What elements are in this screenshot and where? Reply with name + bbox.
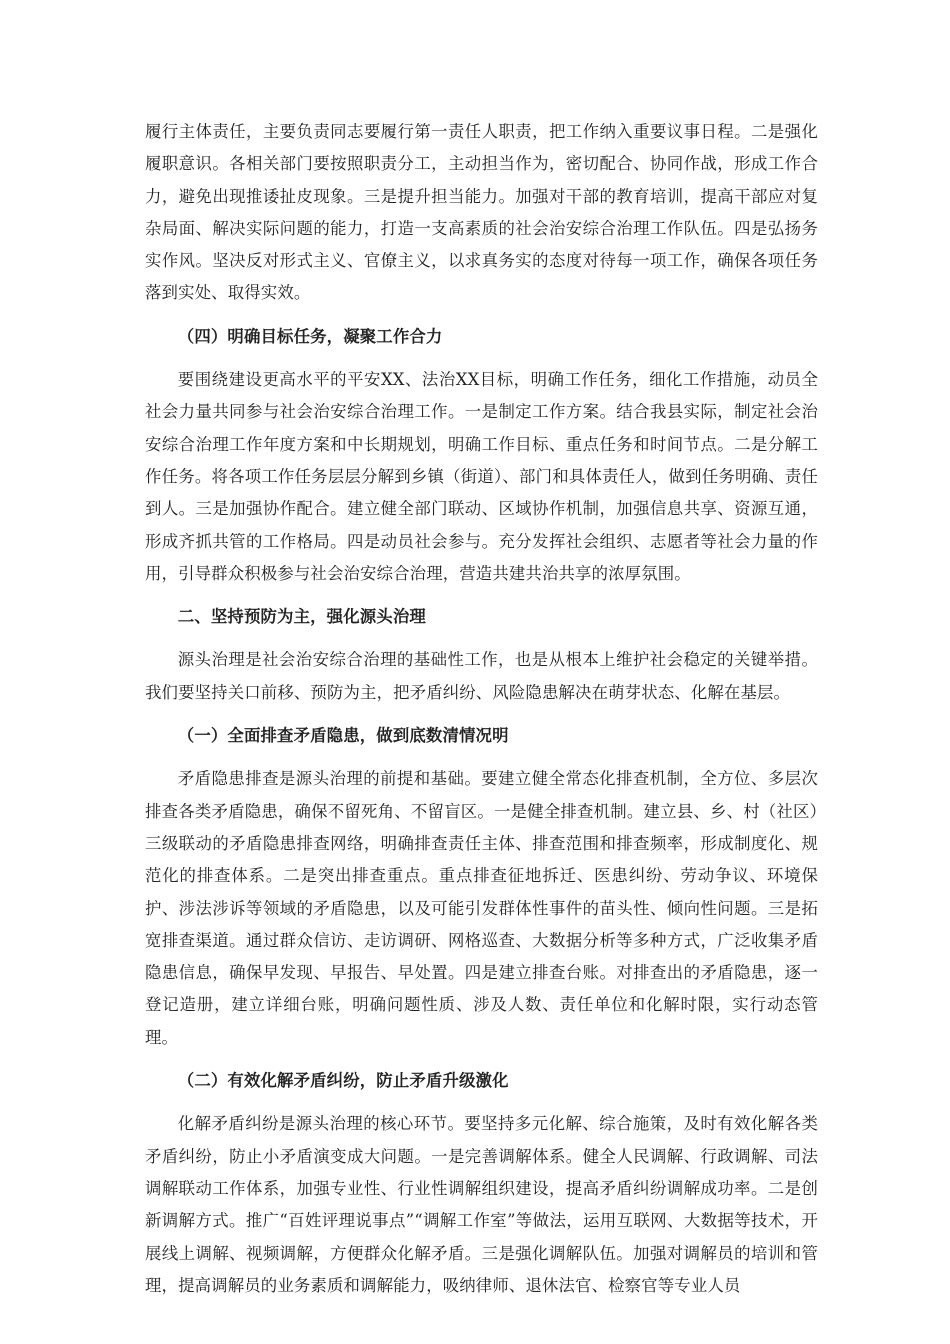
paragraph-investigation: 矛盾隐患排查是源头治理的前提和基础。要建立健全常态化排查机制，全方位、多层次排查各类矛盾隐患，确保不留死角、不留盲区。一是健全排查机制。建立县、乡、村（社区）三级联动的矛盾隐患排查网络，明确排查责任主体、排查范围和排查频率，形成制度化、规范化的排查体系。二是突出排查重点。重点排查征地拆迁、医患纠纷、劳动争议、环境保护、涉法涉诉等领域的矛盾隐患，以及可能引发群体性事件的苗头性、倾向性问题。三是拓宽排查渠道。通过群众信访、走访调研、网格巡查、大数据分析等多种方式，广泛收集矛盾隐患信息，确保早发现、早报告、早处置。四是建立排查台账。对排查出的矛盾隐患，逐一登记造册，建立详细台账，明确问题性质、涉及人数、责任单位和化解时限，实行动态管理。 bbox=[145, 769, 818, 1047]
paragraph-mediation: 化解矛盾纠纷是源头治理的核心环节。要坚持多元化解、综合施策，及时有效化解各类矛盾纠纷，防止小矛盾演变成大问题。一是完善调解体系。健全人民调解、行政调解、司法调解联动工作体系，加强专业性、行业性调解组织建设，提高矛盾纠纷调解成功率。二是创新调解方式。推广“百姓评理说事点”“调解工作室”等做法，运用互联网、大数据等技术，开展线上调解、视频调解，方便群众化解矛盾。三是强化调解队伍。加强对调解员的培训和管理，提高调解员的业务素质和调解能力，吸纳律师、退休法官、检察官等专业人员 bbox=[145, 1114, 818, 1295]
paragraph-source-governance: 源头治理是社会治安综合治理的基础性工作，也是从根本上维护社会稳定的关键举措。我们要坚持关口前移、预防为主，把矛盾纠纷、风险隐患解决在萌芽状态、化解在基层。 bbox=[145, 650, 818, 702]
heading-part-2: 二、坚持预防为主，强化源头治理 bbox=[177, 607, 426, 627]
paragraph-continued-responsibility: 履行主体责任，主要负责同志要履行第一责任人职责，把工作纳入重要议事日程。二是强化履职意识。各相关部门要按照职责分工，主动担当作为，密切配合、协同作战，形成工作合力，避免出现推诿扯皮现象。三是提升担当能力。加强对干部的教育培训，提高干部应对复杂局面、解决实际问题的能力，打造一支高素质的社会治安综合治理工作队伍。四是弘扬务实作风。坚决反对形式主义、官僚主义，以求真务实的态度对待每一项工作，确保各项任务落到实处、取得实效。 bbox=[145, 122, 818, 303]
paragraph-goals-tasks: 要围绕建设更高水平的平安XX、法治XX目标，明确工作任务，细化工作措施，动员全社会力量共同参与社会治安综合治理工作。一是制定工作方案。结合我县实际，制定社会治安综合治理工作年度方案和中长期规划，明确工作目标、重点任务和时间节点。二是分解工作任务。将各项工作任务层层分解到乡镇（街道）、部门和具体责任人，做到任务明确、责任到人。三是加强协作配合。建立健全部门联动、区域协作机制，加强信息共享、资源互通，形成齐抓共管的工作格局。四是动员社会参与。充分发挥社会组织、志愿者等社会力量的作用，引导群众积极参与社会治安综合治理，营造共建共治共享的浓厚氛围。 bbox=[145, 370, 818, 583]
heading-section-4: （四）明确目标任务，凝聚工作合力 bbox=[177, 326, 443, 346]
heading-subsection-2: （二）有效化解矛盾纠纷，防止矛盾升级激化 bbox=[177, 1071, 509, 1091]
heading-subsection-1: （一）全面排查矛盾隐患，做到底数清情况明 bbox=[177, 726, 509, 746]
